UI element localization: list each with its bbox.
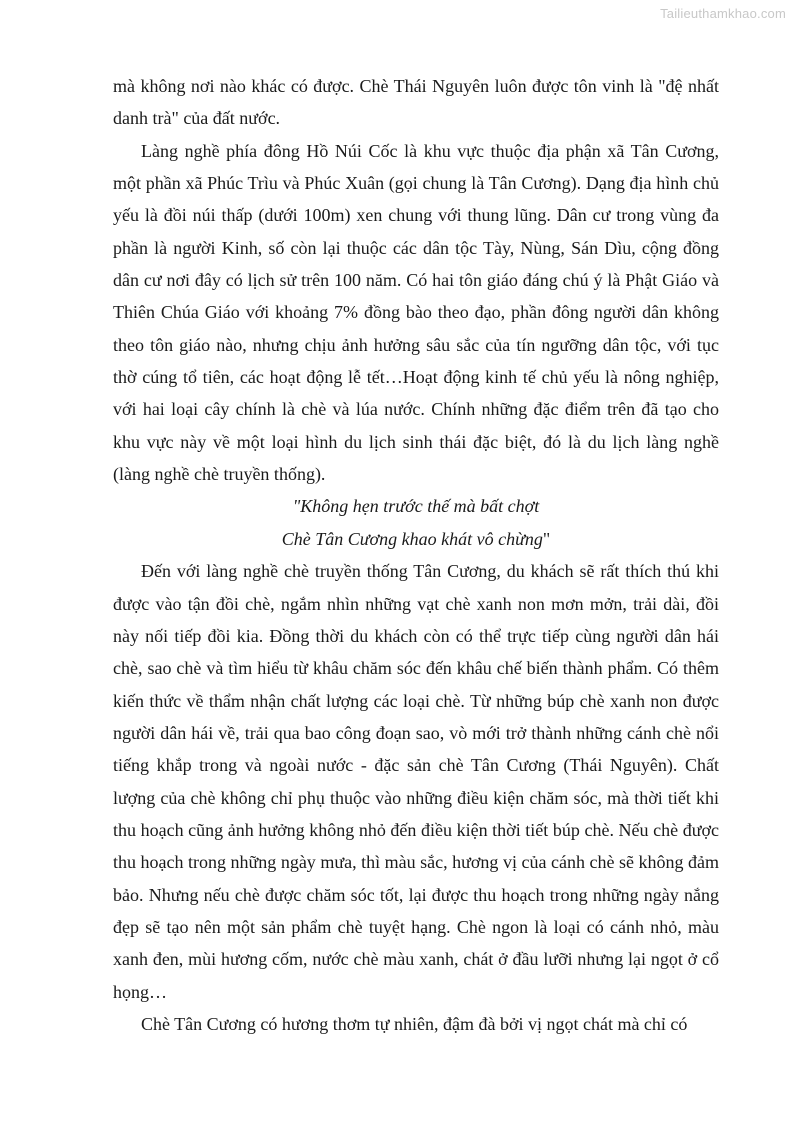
document-page (113, 70, 719, 1040)
paragraph-4: Chè Tân Cương có hương thơm tự nhiên, đậm đà bởi vị ngọt chát mà chỉ có (141, 1013, 688, 1034)
paragraph-2: Làng nghề phía đông Hồ Núi Cốc là khu vực thuộc địa phận xã Tân Cương, một phần xã Phúc Trìu và Phúc Xuân (gọi chung là Tân Cương). Dạng địa hình chủ yếu là đồi núi thấp (dưới 100m) xen chung với thung lũng. Dân cư trong vùng đa phần là người Kinh, số còn lại thuộc các dân tộc Tày, Nùng, Sán Dìu, cộng đồng dân cư nơi đây có lịch sử trên 100 năm. Có hai tôn giáo đáng chú ý là Phật Giáo và Thiên Chúa Giáo với khoảng 7% đồng bào theo đạo, phần đông người dân không theo tôn giáo nào, nhưng chịu ảnh hưởng sâu sắc của tín ngưỡng dân tộc, với tục thờ cúng tổ tiên, các hoạt động lễ tết…Hoạt động kinh tế chủ yếu là nông nghiệp, với hai loại cây chính là chè và lúa nước. Chính những đặc điểm trên đã tạo cho khu vực này về một loại hình du lịch sinh thái đặc biệt, đó là du lịch làng nghề (làng nghề chè truyền thống). (113, 140, 719, 485)
paragraph-1: mà không nơi nào khác có được. Chè Thái Nguyên luôn được tôn vinh là "đệ nhất danh trà" của đất nước. (113, 76, 719, 129)
paragraph-3: Đến với làng nghề chè truyền thống Tân Cương, du khách sẽ rất thích thú khi được vào tận đồi chè, ngắm nhìn những vạt chè xanh non mơn mởn, trải dài, đồi này nối tiếp đồi kia. Đồng thời du khách còn có thể trực tiếp cùng người dân hái chè, sao chè và tìm hiểu từ khâu chăm sóc đến khâu chế biến thành phẩm. Có thêm kiến thức về thẩm nhận chất lượng các loại chè. Từ những búp chè xanh non được người dân hái về, trải qua bao công đoạn sao, vò mới trở thành những cánh chè nổi tiếng khắp trong và ngoài nước - đặc sản chè Tân Cương (Thái Nguyên). Chất lượng của chè không chỉ phụ thuộc vào những điều kiện chăm sóc, mà thời tiết khi thu hoạch cũng ảnh hưởng không nhỏ đến điều kiện thời tiết búp chè. Nếu chè được thu hoạch trong những ngày mưa, thì màu sắc, hương vị của cánh chè sẽ không đảm bảo. Nhưng nếu chè được chăm sóc tốt, lại được thu hoạch trong những ngày nắng đẹp sẽ tạo nên một sản phẩm chè tuyệt hạng. Chè ngon là loại có cánh nhỏ, màu xanh đen, mùi hương cốm, nước chè màu xanh, chát ở đầu lưỡi nhưng lại ngọt ở cổ họng… (113, 561, 719, 1002)
verse-line-1-text: "Không hẹn trước thế mà bất chợt (292, 496, 540, 517)
watermark: Tailieuthamkhao.com (660, 6, 786, 21)
verse-line-2-quote: " (542, 528, 551, 549)
verse-line-2 (113, 523, 719, 555)
verse-line-1 (113, 490, 719, 522)
verse-line-2-text: Chè Tân Cương khao khát vô chừng (281, 528, 543, 549)
